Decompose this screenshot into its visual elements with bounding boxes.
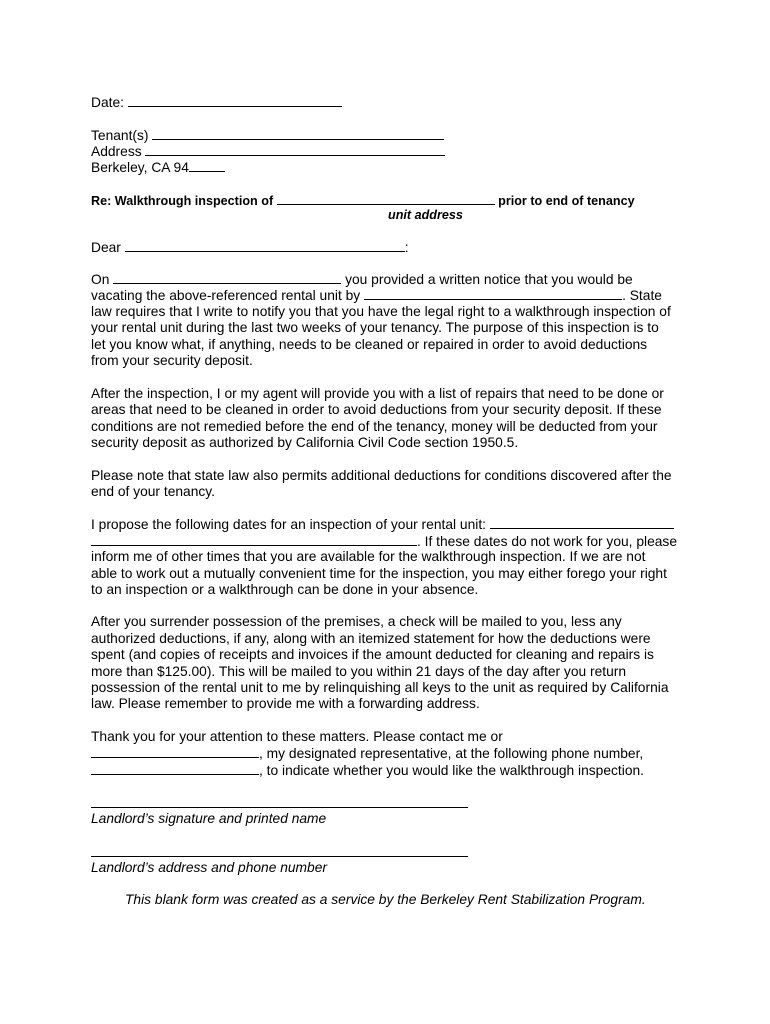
- p1-line-6: from your security deposit.: [91, 353, 253, 368]
- signature-caption: Landlord’s signature and printed name: [91, 811, 327, 826]
- landlord-address-caption: Landlord’s address and phone number: [91, 860, 327, 875]
- p2-line-2: areas that need to be cleaned in order to avoid deductions from your security deposit. If these: [91, 402, 662, 417]
- dear-label: Dear: [91, 240, 121, 255]
- city-line: [91, 159, 225, 176]
- landlord-address-line[interactable]: [91, 856, 468, 857]
- p4-line-4: able to work out a mutually convenient time for the inspection, you may either forego your right: [91, 566, 667, 581]
- salutation: Dear :: [91, 240, 409, 255]
- p1-line-2: vacating the above-referenced rental unit by . State: [91, 288, 662, 303]
- p1-line-1: On you provided a written notice that you would be: [91, 272, 633, 287]
- p6-line-3: , to indicate whether you would like the walkthrough inspection.: [91, 762, 644, 779]
- address-field[interactable]: [145, 143, 445, 156]
- p1-line-4: your rental unit during the last two weeks of your tenancy. The purpose of this inspection is to: [91, 320, 659, 335]
- proposed-dates-field-2[interactable]: [91, 533, 417, 546]
- p5-line-6: law. Please remember to provide me with a forwarding address.: [91, 696, 480, 711]
- p4-line-3: inform me of other times that you are available for the walkthrough inspection. If we are not: [91, 549, 646, 564]
- p1-line-5: let you know what, if anything, needs to be cleaned or repaired in order to avoid deductions: [91, 337, 648, 352]
- address-line: [91, 143, 445, 160]
- p2-line-3: conditions are not remedied before the end of the tenancy, money will be deducted from your: [91, 419, 658, 434]
- p5-line-3: spent (and copies of receipts and invoices if the amount deducted for cleaning and repairs is: [91, 647, 654, 662]
- phone-number-field[interactable]: [91, 762, 259, 775]
- re-suffix: prior to end of tenancy: [498, 194, 635, 208]
- address-label: Address: [91, 144, 142, 159]
- p2-line-4: security deposit as authorized by California Civil Code section 1950.5.: [91, 435, 519, 450]
- p5-line-5: possession of the rental unit to me by relinquishing all keys to the unit as required by California: [91, 680, 669, 695]
- dear-name-field[interactable]: [125, 239, 405, 252]
- unit-address-field[interactable]: [277, 192, 495, 205]
- date-field[interactable]: [128, 94, 342, 107]
- p5-line-1: After you surrender possession of the premises, a check will be mailed to you, less any: [91, 614, 622, 629]
- p3-line-2: end of your tenancy.: [91, 484, 215, 499]
- representative-name-field[interactable]: [91, 745, 259, 758]
- p6-line-1: Thank you for your attention to these matters. Please contact me or: [91, 729, 503, 744]
- zip-field[interactable]: [189, 159, 225, 172]
- city-label: Berkeley, CA 94: [91, 160, 189, 175]
- p4-line-1: I propose the following dates for an inspection of your rental unit:: [91, 516, 674, 533]
- date-label: Date:: [91, 95, 124, 110]
- p3-line-1: Please note that state law also permits additional deductions for conditions discovered after the: [91, 468, 672, 483]
- tenant-field[interactable]: [152, 127, 444, 140]
- p4-line-5: to an inspection or a walkthrough can be done in your absence.: [91, 582, 479, 597]
- date-line: [91, 94, 342, 111]
- p5-line-4: more than $125.00). This will be mailed to you within 21 days of the day after you return: [91, 664, 627, 679]
- notice-date-field[interactable]: [113, 271, 341, 284]
- p5-line-2: authorized deductions, if any, along with an itemized statement for how the deductions were: [91, 631, 651, 646]
- p1-line-3: law requires that I write to notify you that you have the legal right to a walkthrough inspection of: [91, 304, 671, 319]
- p6-line-2: , my designated representative, at the following phone number,: [91, 745, 643, 762]
- tenant-line: [91, 127, 444, 144]
- vacating-date-field[interactable]: [364, 287, 622, 300]
- tenant-label: Tenant(s): [91, 128, 149, 143]
- re-line: [91, 192, 635, 209]
- proposed-dates-field-1[interactable]: [490, 516, 674, 529]
- p2-line-1: After the inspection, I or my agent will provide you with a list of repairs that need to be done or: [91, 386, 664, 401]
- p4-line-2: . If these dates do not work for you, please: [91, 533, 677, 550]
- unit-address-caption: unit address: [388, 208, 463, 222]
- signature-line[interactable]: [91, 807, 468, 808]
- footer-note: This blank form was created as a service by the Berkeley Rent Stabilization Program.: [125, 892, 646, 907]
- re-prefix: Re: Walkthrough inspection of: [91, 194, 274, 208]
